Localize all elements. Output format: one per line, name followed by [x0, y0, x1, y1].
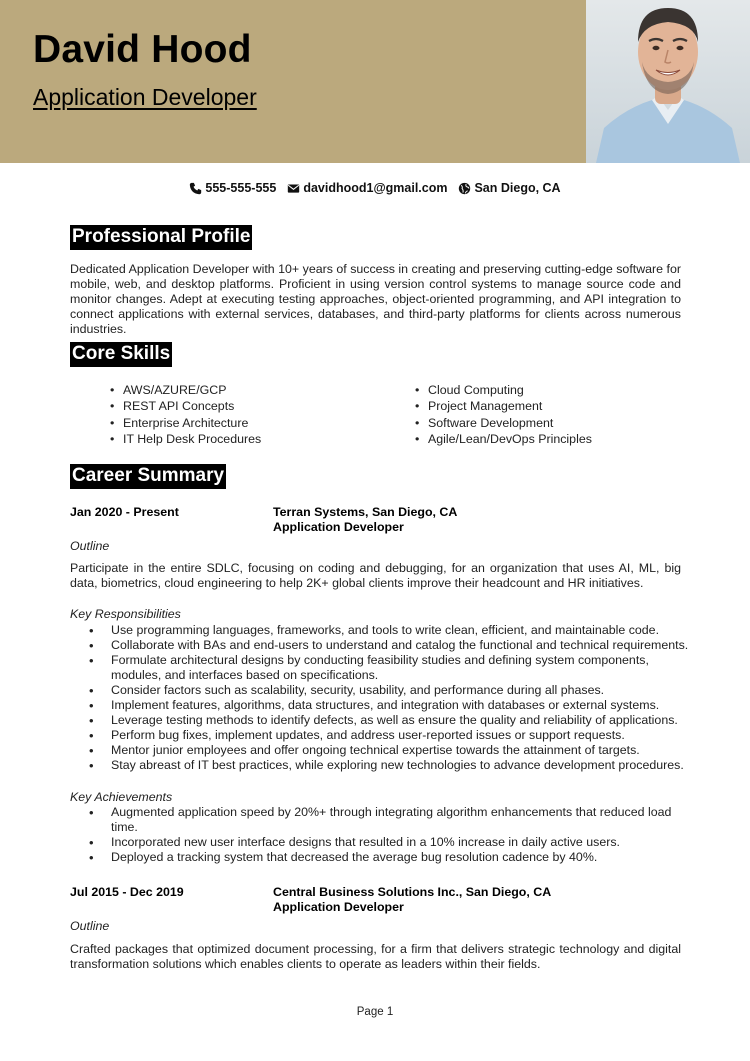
candidate-title: Application Developer [33, 84, 257, 110]
list-item: • Use programming languages, frameworks, and tools to write clean, efficient, and maintainable code. [89, 623, 689, 638]
achievements-label: Key Achievements [70, 790, 173, 804]
job-dates: Jul 2015 - Dec 2019 [70, 885, 184, 899]
skill-item: • Software Development [415, 415, 592, 431]
skill-item: • Enterprise Architecture [110, 415, 261, 431]
email-text: davidhood1@gmail.com [303, 181, 448, 195]
list-item: • Augmented application speed by 20%+ through integrating algorithm enhancements that reduced load time. [89, 805, 689, 835]
job-employer [273, 885, 551, 915]
location-text: San Diego, CA [474, 181, 561, 195]
job-role: Application Developer [273, 520, 404, 534]
phone-text: 555-555-555 [205, 181, 277, 195]
outline-label: Outline [70, 919, 110, 933]
responsibilities-label: Key Responsibilities [70, 607, 181, 621]
achievements-list [89, 805, 689, 865]
list-item: • Consider factors such as scalability, security, usability, and performance during all phases. [89, 683, 689, 698]
skills-list-left [110, 382, 261, 447]
career-heading: Career Summary [70, 464, 226, 489]
skill-item: • Agile/Lean/DevOps Principles [415, 431, 592, 447]
list-item: • Leverage testing methods to identify defects, as well as ensure the quality and reliability of applications. [89, 713, 689, 728]
contact-phone [189, 181, 276, 195]
skill-item: • AWS/AZURE/GCP [110, 382, 261, 398]
profile-heading: Professional Profile [70, 225, 252, 250]
job-dates: Jan 2020 - Present [70, 505, 179, 519]
contact-location [458, 181, 560, 195]
envelope-icon [287, 182, 300, 195]
job-role: Application Developer [273, 900, 404, 914]
header-band [0, 0, 586, 163]
skills-heading: Core Skills [70, 342, 172, 367]
list-item: • Mentor junior employees and offer ongoing technical expertise towards the attainment of targets. [89, 743, 689, 758]
contact-email [287, 181, 447, 195]
skill-item: • REST API Concepts [110, 398, 261, 414]
skill-item: • Project Management [415, 398, 592, 414]
profile-photo [586, 0, 750, 163]
responsibilities-list [89, 623, 689, 773]
phone-icon [189, 182, 202, 195]
page-number: Page 1 [356, 1006, 394, 1018]
profile-photo-image [586, 0, 750, 163]
job-company: Terran Systems, San Diego, CA [273, 505, 458, 519]
list-item: • Stay abreast of IT best practices, while exploring new technologies to advance development procedures. [89, 758, 689, 773]
candidate-name: David Hood [33, 28, 252, 71]
outline-label: Outline [70, 539, 110, 553]
skills-list-right [415, 382, 592, 447]
job-company: Central Business Solutions Inc., San Diego, CA [273, 885, 552, 899]
list-item: • Implement features, algorithms, data structures, and integration with databases or external systems. [89, 698, 689, 713]
list-item: • Formulate architectural designs by conducting feasibility studies and defining system components, modules, and interfaces based on specifications. [89, 653, 689, 683]
contact-bar [0, 181, 750, 195]
list-item: • Deployed a tracking system that decreased the average bug resolution cadence by 40%. [89, 850, 689, 865]
profile-text: Dedicated Application Developer with 10+ years of success in creating and preserving cutting-edge software for mobile, web, and desktop platforms. Proficient in using version control systems to manage source code and monitor changes. Adept at executing testing approaches, object-oriented programming, and API integration to connect applications with external services, databases, and third-party platforms for clients across numerous industries. [70, 262, 681, 336]
list-item: • Incorporated new user interface designs that resulted in a 10% increase in daily active users. [89, 835, 689, 850]
job-outline: Crafted packages that optimized document processing, for a firm that delivers strategic technology and digital transformation solutions which enables clients to operate as leaders within their fields. [70, 942, 681, 971]
job-outline: Participate in the entire SDLC, focusing on coding and debugging, for an organization that uses AI, ML, big data, biometrics, cloud engineering to help 2K+ global clients improve their headcount and HR initiatives. [70, 561, 681, 590]
skill-item: • Cloud Computing [415, 382, 592, 398]
job-employer [273, 505, 457, 535]
list-item: • Perform bug fixes, implement updates, and address user-reported issues or support requests. [89, 728, 689, 743]
list-item: • Collaborate with BAs and end-users to understand and catalog the functional and technical requirements. [89, 638, 689, 653]
globe-icon [458, 182, 471, 195]
skill-item: • IT Help Desk Procedures [110, 431, 261, 447]
